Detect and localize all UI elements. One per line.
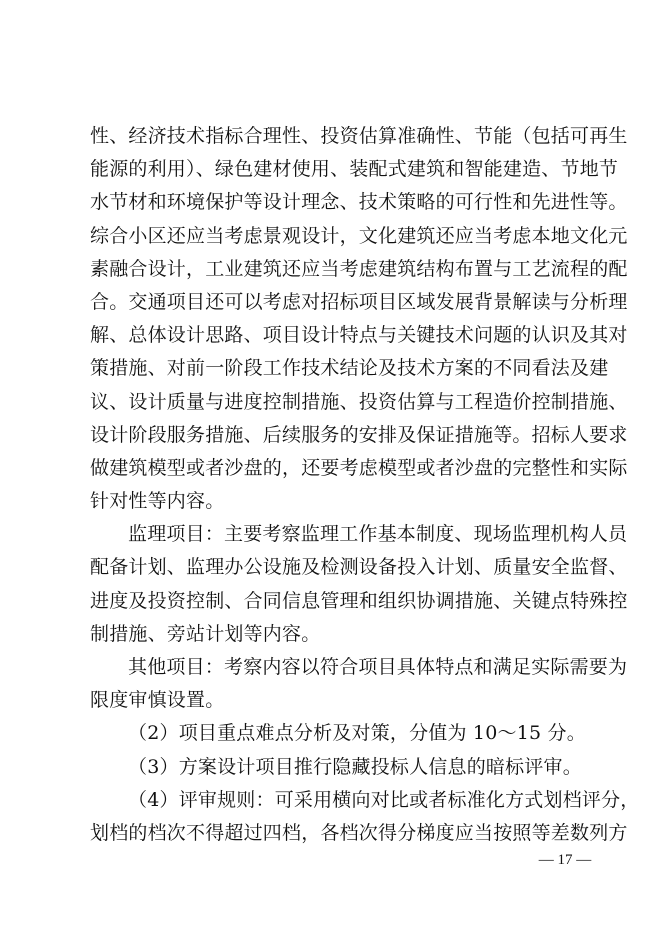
body-text — [90, 120, 640, 850]
text-line: 素融合设计，工业建筑还应当考虑建筑结构布置与工艺流程的配 — [90, 257, 628, 280]
text-line: 限度审慎设置。 — [90, 689, 225, 712]
text-line: 其他项目：考察内容以符合项目具体特点和满足实际需要为 — [128, 656, 628, 678]
text-line: 进度及投资控制、合同信息管理和组织协调措施、关键点特殊控 — [90, 589, 628, 612]
text-line: 划档的档次不得超过四档，各档次得分梯度应当按照等差数列方 — [90, 821, 628, 844]
text-line: （2）项目重点难点分析及对策，分值为 10～15 分。 — [128, 722, 586, 745]
text-line: 做建筑模型或者沙盘的，还要考虑模型或者沙盘的完整性和实际 — [90, 456, 628, 479]
text-line: 设计阶段服务措施、后续服务的安排及保证措施等。招标人要求 — [90, 423, 628, 446]
text-line: 配备计划、监理办公设施及检测设备投入计划、质量安全监督、 — [90, 556, 628, 579]
page-number: — 17 — — [538, 852, 592, 868]
text-line: 针对性等内容。 — [90, 490, 225, 513]
text-line: 策措施、对前一阶段工作技术结论及技术方案的不同看法及建 — [90, 357, 609, 380]
text-line: 合。交通项目还可以考虑对招标项目区域发展背景解读与分析理 — [90, 290, 628, 313]
text-line: 监理项目：主要考察监理工作基本制度、现场监理机构人员 — [128, 523, 628, 546]
text-line: 水节材和环境保护等设计理念、技术策略的可行性和先进性等。 — [90, 191, 628, 214]
text-line: 议、设计质量与进度控制措施、投资估算与工程造价控制措施、 — [90, 390, 628, 413]
text-line: 能源的利用）、绿色建材使用、装配式建筑和智能建造、节地节 — [90, 158, 619, 181]
text-line: 制措施、旁站计划等内容。 — [90, 622, 321, 645]
text-line: （3）方案设计项目推行隐藏投标人信息的暗标评审。 — [128, 755, 582, 778]
text-line: （4）评审规则：可采用横向对比或者标准化方式划档评分， — [128, 788, 640, 811]
text-line: 性、经济技术指标合理性、投资估算准确性、节能（包括可再生 — [90, 125, 628, 147]
text-line: 解、总体设计思路、项目设计特点与关键技术问题的认识及其对 — [90, 324, 628, 347]
text-line: 综合小区还应当考虑景观设计，文化建筑还应当考虑本地文化元 — [90, 224, 628, 247]
